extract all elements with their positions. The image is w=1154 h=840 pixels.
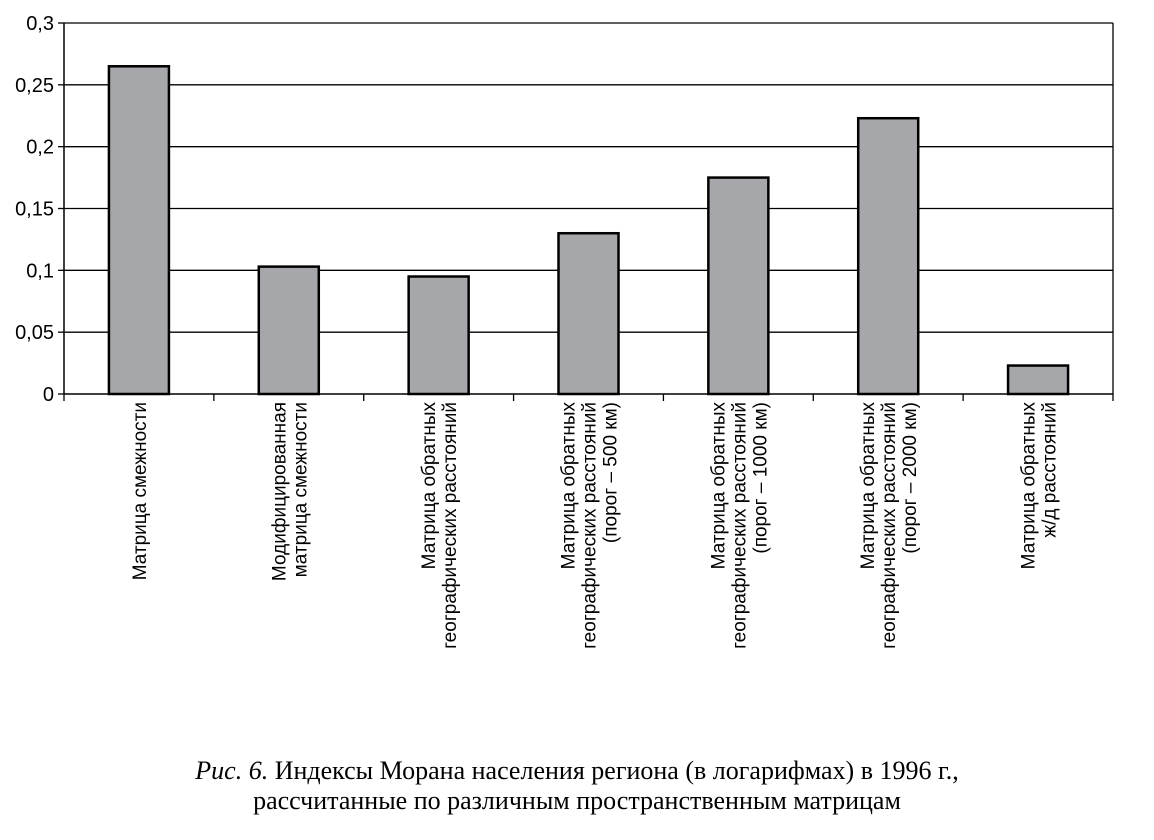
x-category-label: матрица смежности bbox=[290, 402, 312, 578]
x-category-label: (порог – 1000 км) bbox=[750, 402, 772, 554]
y-tick-label: 0,05 bbox=[15, 322, 54, 345]
x-category-label: ж/д расстояний bbox=[1039, 402, 1061, 538]
x-category-label: (порог – 2000 км) bbox=[900, 402, 922, 554]
x-category-label: географических расстояний bbox=[440, 401, 462, 649]
y-tick-label: 0,2 bbox=[26, 136, 54, 159]
bar bbox=[259, 267, 319, 394]
bar bbox=[409, 277, 469, 394]
x-category-label: Матрица обратных bbox=[1018, 402, 1040, 570]
figure-number: Рис. 6. bbox=[195, 756, 269, 785]
y-tick-label: 0,3 bbox=[26, 13, 54, 35]
x-category-label: (порог – 500 км) bbox=[600, 402, 622, 544]
figure-caption-line-2: рассчитанные по различным пространственным матрицам bbox=[253, 786, 901, 815]
y-tick-label: 0 bbox=[42, 384, 54, 406]
x-category-label: географических расстояний bbox=[729, 402, 751, 649]
bar bbox=[1008, 366, 1068, 394]
x-category-label: Матрица обратных bbox=[858, 402, 880, 570]
x-category-label: Модифицированная bbox=[269, 402, 291, 582]
x-category-label: Матрица смежности bbox=[129, 402, 151, 581]
bar bbox=[559, 233, 619, 394]
x-category-label: Матрица обратных bbox=[708, 402, 730, 570]
y-tick-label: 0,1 bbox=[26, 260, 54, 283]
y-tick-label: 0,25 bbox=[15, 74, 54, 97]
bar bbox=[858, 118, 918, 394]
figure-caption-line-1 bbox=[0, 756, 1154, 786]
figure-caption-text: Индексы Морана населения региона (в логарифмах) в 1996 г., bbox=[268, 756, 959, 785]
bar bbox=[109, 66, 169, 394]
x-category-label: географических расстояний bbox=[579, 402, 601, 649]
bar bbox=[708, 178, 768, 394]
x-category-label: географических расстояний bbox=[879, 402, 901, 649]
y-tick-label: 0,15 bbox=[15, 198, 54, 221]
x-category-label: Матрица обратных bbox=[558, 402, 580, 570]
x-category-label: Матрица обратных bbox=[419, 401, 441, 570]
